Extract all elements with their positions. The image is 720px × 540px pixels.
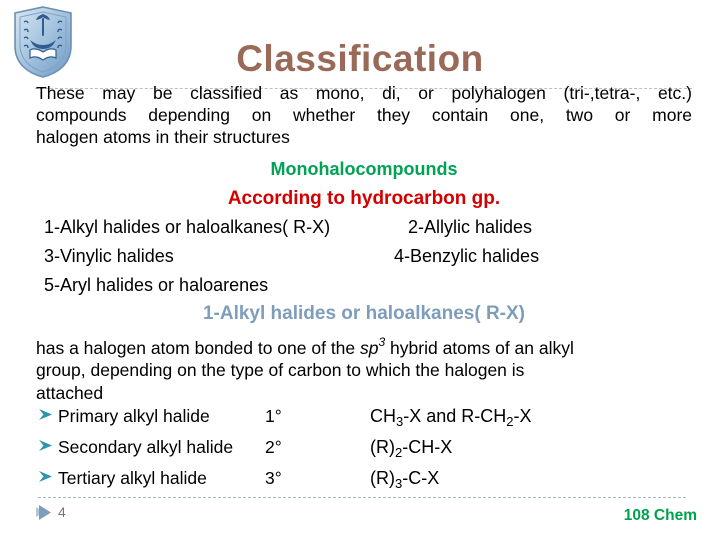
bullet-arrow-icon bbox=[38, 470, 53, 483]
bottom-divider bbox=[38, 497, 686, 498]
bullet-formula: $CH_3-X$ and $R-CH_2-X$ bbox=[370, 406, 532, 429]
type-item-3: 3-Vinylic halides bbox=[44, 246, 174, 266]
bullet-item-tertiary bbox=[36, 466, 696, 497]
bullet-degree: 2° bbox=[265, 437, 282, 457]
intro-line: halogen atoms in their structures bbox=[36, 127, 290, 147]
bullet-degree: 1° bbox=[265, 406, 282, 426]
bullet-formula: $(R)_2-CH-X$ bbox=[370, 437, 453, 460]
type-item-2: 2-Allylic halides bbox=[408, 217, 533, 237]
type-item-5: 5-Aryl halides or haloarenes bbox=[44, 275, 269, 295]
subscript: 2 bbox=[395, 445, 403, 460]
alkyl-halide-bullet-list bbox=[36, 404, 696, 497]
page-number: 4 bbox=[58, 504, 66, 520]
bullet-degree: 3° bbox=[265, 468, 282, 488]
description-line-2: group, depending on the type of carbon to which the halogen is bbox=[36, 360, 525, 381]
bullet-label: Primary alkyl halide bbox=[58, 406, 210, 426]
bullet-arrow-icon bbox=[38, 408, 53, 421]
description-line-3: attached bbox=[36, 382, 104, 403]
bullet-item-primary bbox=[36, 404, 696, 435]
type-item-1: 1-Alkyl halides or haloalkanes( R-X) bbox=[44, 217, 331, 237]
subscript: 3 bbox=[395, 476, 403, 491]
heading-according-to-hydrocarbon: According to hydrocarbon gp. bbox=[227, 188, 501, 209]
description-paragraph bbox=[36, 332, 696, 404]
intro-line: These may be classified as mono, di, or polyhalogen (tri-,tetra-, etc.) bbox=[36, 83, 692, 103]
bullet-arrow-icon bbox=[38, 439, 53, 452]
slide-title: Classification bbox=[236, 38, 484, 79]
sp-superscript: 3 bbox=[378, 335, 386, 349]
bullet-label: Secondary alkyl halide bbox=[58, 437, 234, 457]
intro-paragraph bbox=[36, 82, 692, 148]
type-item-4: 4-Benzylic halides bbox=[394, 246, 540, 266]
subscript: 2 bbox=[506, 414, 514, 429]
intro-line: compounds depending on whether they contain one, two or more bbox=[36, 105, 692, 125]
subscript: 3 bbox=[396, 414, 404, 429]
heading-alkyl-halides-section: 1-Alkyl halides or haloalkanes( R-X) bbox=[202, 303, 526, 324]
course-code: 108 Chem bbox=[623, 507, 697, 524]
description-line-1: has a halogen atom bonded to one of the $sp^3$ hybrid atoms of an alkyl bbox=[36, 335, 574, 358]
bullet-formula: $(R)_3-C-X$ bbox=[370, 468, 440, 491]
sp-term: sp bbox=[360, 337, 379, 358]
heading-monohalocompounds: Monohalocompounds bbox=[270, 159, 458, 179]
bullet-item-secondary bbox=[36, 435, 696, 466]
bullet-label: Tertiary alkyl halide bbox=[58, 468, 207, 488]
footer-triangle-icon bbox=[36, 505, 52, 520]
